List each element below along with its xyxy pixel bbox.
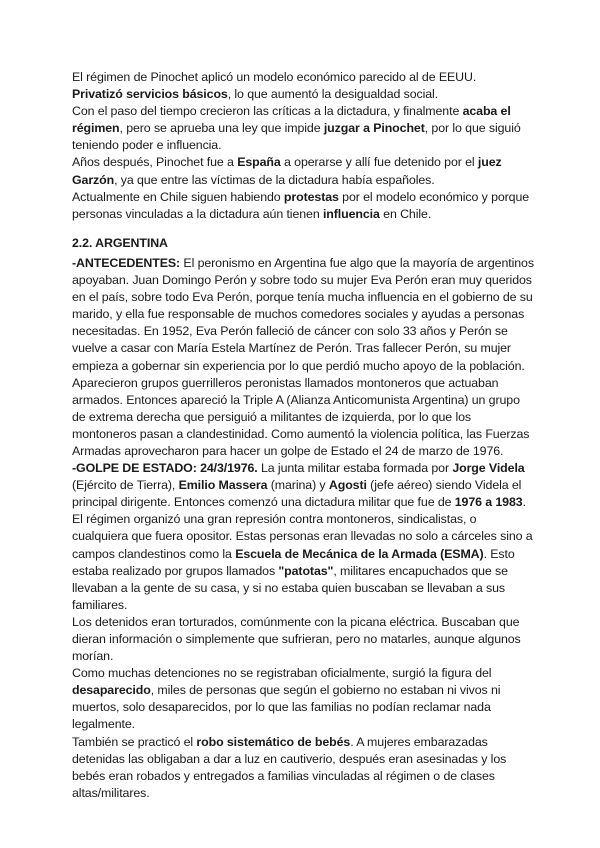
paragraph-antecedentes: -ANTECEDENTES: El peronismo en Argentina fue algo que la mayoría de argentinos apoyaban. Juan Domingo Perón y sobre todo su mujer Eva Perón eran muy queridos en el país, sobre todo Eva Perón, porque tenía mucha influencia en el gobierno de su marido, y ella fue responsable de muchos comedores sociales y ayudas a personas necesitadas. En 1952, Eva Perón falleció de cáncer con solo 33 años y Perón se vuelve a casar con María Estela Martínez de Perón. Tras fallecer Perón, su mujer empieza a gobernar sin experiencia por lo que perdió mucho apoyo de la población. Aparecieron grupos guerrilleros peronistas llamados montoneros que actuaban armados. Entonces apareció la Triple A (Alianza Anticomunista Argentina) un grupo de extrema derecha que persiguió a militantes de izquierda, por lo que los montoneros pasan a clandestinidad. Como aumentó la violencia política, las Fuerzas Armadas aprovecharon para hacer un golpe de Estado el 24 de marzo de 1976. (72, 255, 534, 458)
section-heading-argentina: 2.2. ARGENTINA (72, 235, 168, 250)
paragraph-end-regime: Con el paso del tiempo crecieron las críticas a la dictadura, y finalmente acaba el régimen, pero se aprueba una ley que impide juzgar a Pinochet, por lo que siguió teniendo poder e influencia. (72, 104, 521, 153)
paragraph-torture: Los detenidos eran torturados, comúnmente con la picana eléctrica. Buscaban que dieran información o simplemente que sufrieran, pero no matarles, aunque algunos morían. (72, 614, 521, 664)
paragraph-chile-economy: El régimen de Pinochet aplicó un modelo económico parecido al de EEUU. (72, 70, 477, 84)
paragraph-desaparecidos: Como muchas detenciones no se registraban oficialmente, surgió la figura del desaparecido, miles de personas que según el gobierno no estaban ni vivos ni muertos, solo desaparecidos, por lo que las familias no podían reclamar nada legalmente. (72, 666, 501, 732)
paragraph-privatization: Privatizó servicios básicos, lo que aumentó la desigualdad social. (72, 87, 439, 102)
document-body (72, 69, 534, 802)
paragraph-chile-today: Actualmente en Chile siguen habiendo protestas por el modelo económico y porque personas vinculadas a la dictadura aún tienen influencia en Chile. (72, 189, 530, 221)
paragraph-repression: El régimen organizó una gran represión contra montoneros, sindicalistas, o cualquiera que fuera opositor. Estas personas eran llevadas no solo a cárceles sino a campos clandestinos como la Escuela de Mecánica de la Armada (ESMA). Esto estaba realizado por grupos llamados "patotas", militares encapuchados que se llevaban a la gente de su casa, y si no estaba quien buscaban se llevaban a sus familiares. (72, 512, 533, 612)
paragraph-baby-theft: También se practicó el robo sistemático de bebés. A mujeres embarazadas detenidas las obligaban a dar a luz en cautiverio, después eran asesinadas y los bebés eran robados y entregados a familias vinculadas al régimen o de clases altas/militares. (72, 734, 507, 800)
paragraph-golpe-de-estado: -GOLPE DE ESTADO: 24/3/1976. La junta militar estaba formada por Jorge Videla (Ejército de Tierra), Emilio Massera (marina) y Agosti (jefe aéreo) siendo Videla el principal dirigente. Entonces comenzó una dictadura militar que fue de 1976 a 1983. (72, 461, 526, 510)
paragraph-pinochet-detained: Años después, Pinochet fue a España a operarse y allí fue detenido por el juez Garzón, ya que entre las víctimas de la dictadura había españoles. (72, 155, 502, 187)
